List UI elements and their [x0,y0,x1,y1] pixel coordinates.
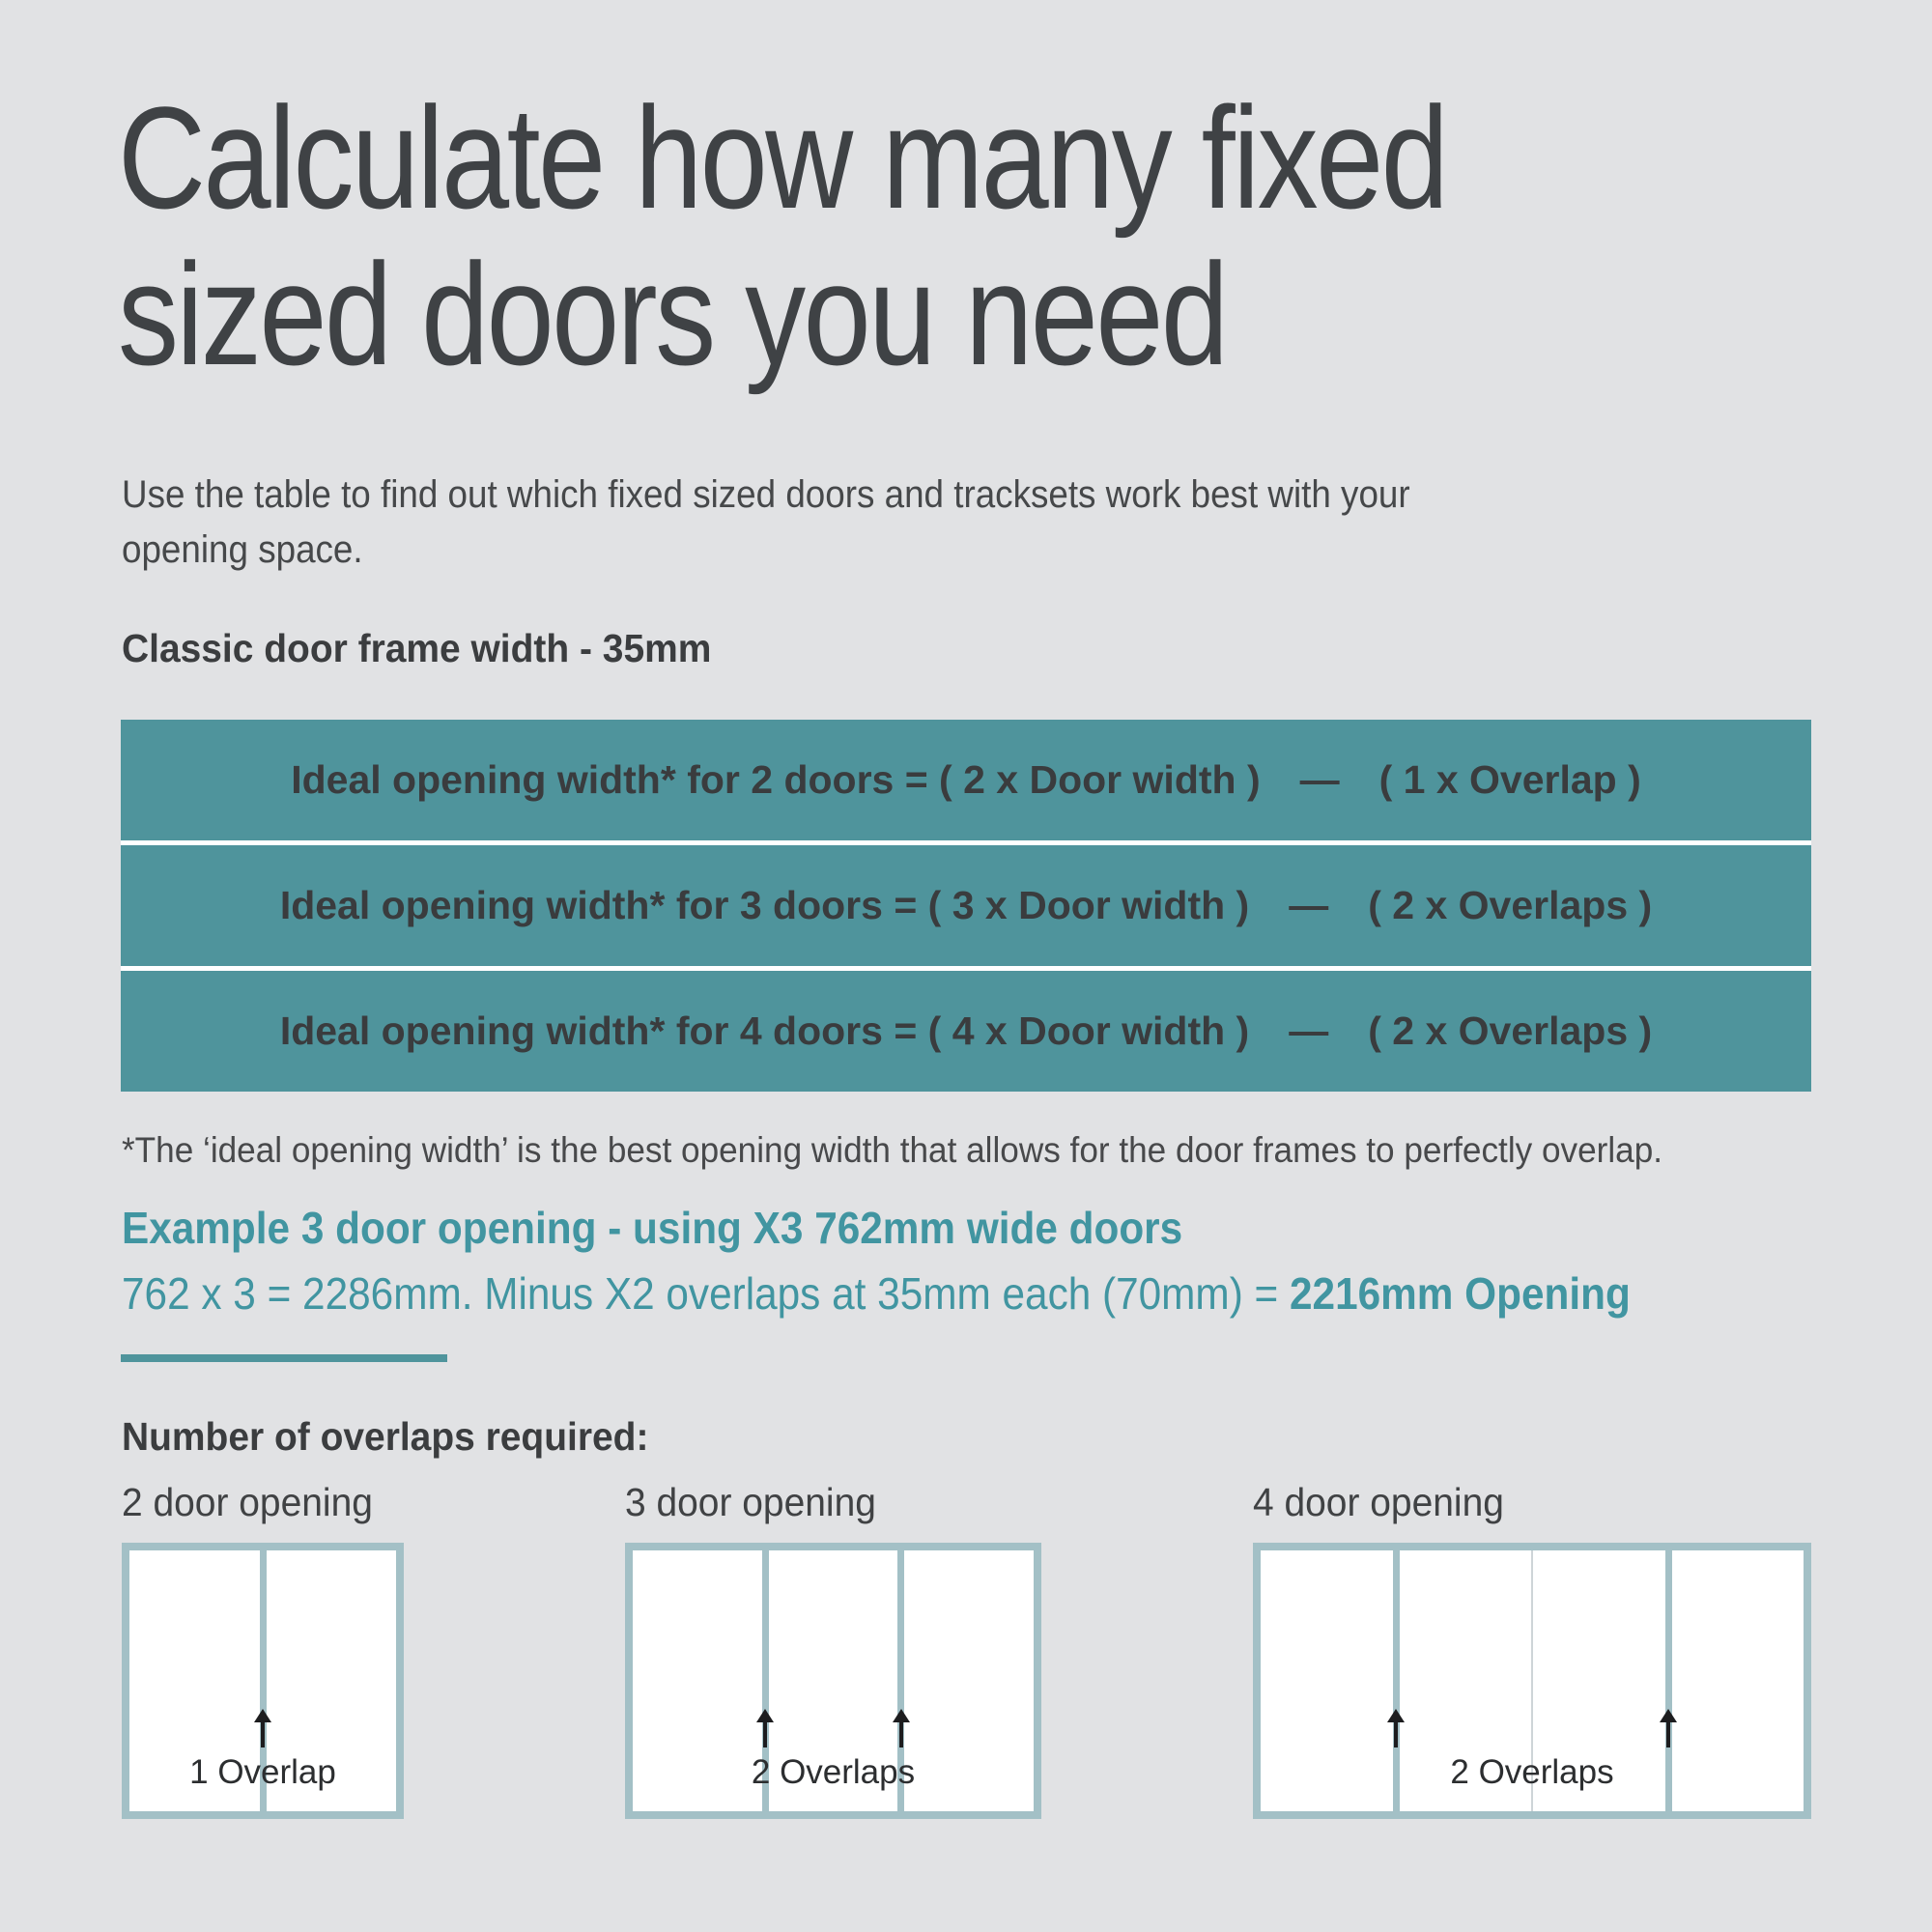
intro-line2: opening space. [122,528,363,571]
overlap-arrow-icon [899,1722,903,1747]
classic-frame-width-note: Classic door frame width - 35mm [122,626,712,670]
diagram-3-door-label: 3 door opening [625,1480,876,1524]
diagram-2-door-opening [122,1480,404,1819]
formula-table [121,720,1811,1092]
example-calculation [122,1267,1631,1320]
page-title [118,76,1447,395]
overlap-count-label: 2 Overlaps [751,1753,916,1791]
overlap-arrow-icon [1666,1722,1670,1747]
formula-row-4-doors: Ideal opening width* for 4 doors = ( 4 x Door width ) — ( 2 x Overlaps ) [121,971,1811,1092]
page-title-line2: sized doors you need [118,233,1227,395]
footnote: *The ‘ideal opening width’ is the best opening width that allows for the door frames to perfectly overlap. [122,1130,1663,1170]
section-divider [121,1354,447,1362]
overlap-arrow-icon [261,1722,265,1747]
page-title-line1: Calculate how many fixed [118,76,1447,239]
door-frame-3 [625,1543,1041,1819]
example-calc-result: 2216mm Opening [1290,1268,1631,1319]
formula-row-3-doors: Ideal opening width* for 3 doors = ( 3 x Door width ) — ( 2 x Overlaps ) [121,845,1811,966]
overlap-arrow-icon [763,1722,767,1747]
example-heading: Example 3 door opening - using X3 762mm wide doors [122,1203,1183,1253]
overlap-count-label: 2 Overlaps [1450,1753,1614,1791]
door-frame-2 [122,1543,404,1819]
formula-row-2-doors: Ideal opening width* for 2 doors = ( 2 x Door width ) — ( 1 x Overlap ) [121,720,1811,840]
diagram-3-door-opening [625,1480,1041,1819]
example-calc-prefix: 762 x 3 = 2286mm. Minus X2 overlaps at 35mm each (70mm) = [122,1268,1291,1319]
diagram-4-door-label: 4 door opening [1253,1480,1504,1524]
door-frame-4 [1253,1543,1811,1819]
overlap-count-label: 1 Overlap [189,1753,336,1791]
intro-line1: Use the table to find out which fixed sized doors and tracksets work best with your [122,473,1410,516]
intro-paragraph [122,468,1410,578]
overlap-arrow-icon [1394,1722,1398,1747]
diagram-4-door-opening [1253,1480,1811,1819]
overlaps-section-heading: Number of overlaps required: [122,1414,649,1459]
diagram-2-door-label: 2 door opening [122,1480,373,1524]
